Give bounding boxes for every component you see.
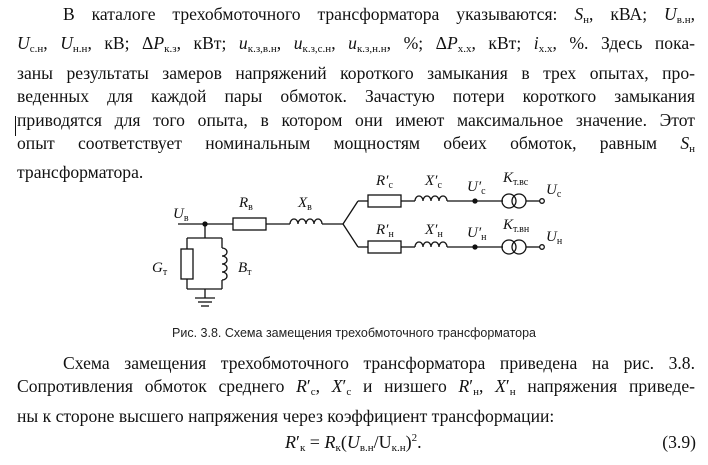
inductor-xv [290,219,322,224]
text-line: $U_{с.н}$, $U_{н.н}$, кВ; $\Delta P_{к.з}$, кВт; $u_{к.з,в.н}$, $u_{к.з,с.н}$, $u_{к.з,н.н}$, %; $\Delta P_{х.х}$, кВт; $i_{х.х}$, %. Здесь пока- [17,33,696,56]
terminal [540,199,545,204]
figure-caption: Рис. 3.8. Схема замещения трехобмоточного трансформатора [172,326,536,340]
label-gt: $G_т$ [152,260,168,278]
label-uc-prime: $U'_с$ [467,179,486,197]
text-line: опыт соответствует номинальным мощностям обеих обмоток, равным $S_н$ [17,133,695,156]
resistor-rv [233,218,266,230]
label-ktvc: $K_{т.вс}$ [503,170,529,188]
label-xv: $X_в$ [298,195,312,213]
label-ktvn: $K_{т.вн}$ [503,217,530,235]
transformer-coil [512,194,526,208]
node [473,199,477,203]
label-rc: $R'_с$ [376,173,393,191]
text-line: В каталоге трехобмоточного трансформатора указываются: $S_н$, кВА; $U_{в.н}$, [63,4,695,26]
conductance-gt [181,249,193,279]
label-xc: $X'_с$ [425,173,442,191]
equivalent-circuit-diagram [0,166,708,326]
inductor-bt [222,248,227,280]
wire [343,201,358,224]
text-line: Схема замещения трехобмоточного трансформатора приведена на рис. 3.8. [63,353,695,373]
label-bt: $B_т$ [238,260,252,278]
equation-number: (3.9) [662,432,696,452]
formula: $R'_к = R_к(U_{в.н}/U_{к.н})^2$. [285,432,422,454]
label-rn: $R'_н$ [376,222,394,240]
inductor-xn [415,242,447,247]
paragraph-2 [17,352,695,428]
paragraph-1 [17,3,695,185]
text-line: ны к стороне высшего напряжения через коэффициент трансформации: [17,405,555,426]
label-uc: $U_с$ [546,182,562,200]
resistor-rn [368,241,401,253]
text-line: приводятся для того опыта, в котором они имеют максимальное значение. Этот [17,109,695,130]
terminal [540,245,545,250]
text-cursor [15,116,16,136]
text-line: заны результаты замеров напряжений короткого замыкания в трех опытах, про- [17,62,695,83]
wire [343,224,358,247]
transformer-coil [512,240,526,254]
inductor-xc [415,196,447,201]
node [473,245,477,249]
label-uv: $U_в$ [173,206,189,224]
label-xn: $X'_н$ [425,222,443,240]
text-line: веденных для каждой пары обмоток. Зачастую потери короткого замыкания [17,86,695,107]
label-un: $U_н$ [546,229,563,247]
label-un-prime: $U'_н$ [467,225,487,243]
text-line: трансформатора. [17,162,144,183]
text-line: Сопротивления обмоток среднего $R'_с$, $X'_с$ и низшего $R'_н$, $X'_н$ напряжения приведе- [17,376,696,399]
resistor-rc [368,195,401,207]
label-rv: $R_в$ [239,195,253,213]
